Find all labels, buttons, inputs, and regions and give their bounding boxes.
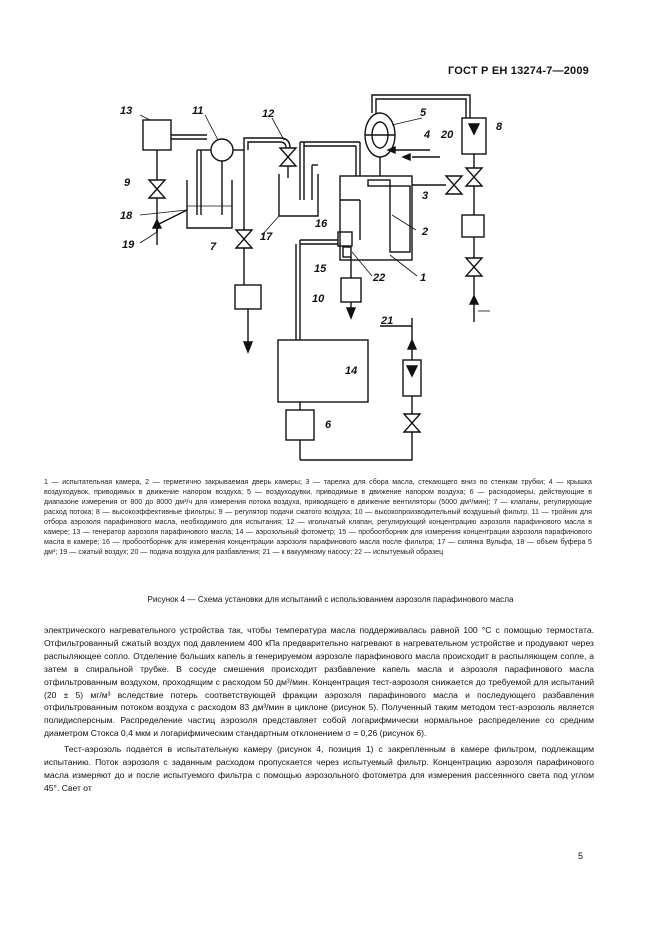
regulator-9-right — [466, 258, 482, 276]
label-8-top: 8 — [496, 121, 503, 133]
chamber-door-2 — [390, 186, 410, 252]
filter-10-left — [235, 285, 261, 309]
buffer-18 — [187, 180, 232, 228]
label-7-left: 7 — [210, 241, 217, 253]
label-11: 11 — [192, 105, 204, 117]
label-1: 1 — [420, 272, 427, 284]
filter-10-right — [341, 278, 361, 302]
needle-valve-12 — [280, 148, 296, 166]
page-number: 5 — [578, 851, 584, 861]
label-21: 21 — [381, 315, 394, 327]
label-16: 16 — [315, 218, 328, 230]
label-22: 22 — [373, 272, 386, 284]
valve-7-right-top — [466, 168, 482, 186]
valve-7-bottom — [404, 414, 420, 432]
generator-13-box — [143, 120, 171, 150]
figure-legend — [44, 477, 592, 557]
label-3: 3 — [422, 190, 429, 202]
label-18: 18 — [120, 210, 133, 222]
figure-caption: Рисунок 4 — Схема установки для испытаний с использованием аэрозоля парафинового масла — [147, 595, 514, 604]
flowmeter-6-bottom — [286, 410, 314, 440]
label-4: 4 — [424, 129, 431, 141]
label-10-right: 10 — [312, 293, 325, 305]
filter-8-mid — [462, 215, 484, 237]
legend-text: 1 — испытательная камера, 2 — герметично закрываемая дверь камеры; 3 — тарелка для сбора масла, стекающего вниз по стенкам трубки; 4 — крышка воздуходувок, приводимых в движение напором воздуха; 5 — воздуходувки, приводимые в движение напором воздуха; 6 — расходомеры, действующие в диапазоне измерения от 800 до 8000 дм³/ч для измерения потока воздуха, приводящего в движение вентиляторы (5000 дм³/мин); 7 — клапаны, регулирующие расход потока; 8 — высокоэффективные фильтры; 9 — регулятор подачи сжатого воздуха; 10 — высокопроизводительный воздушный фильтр, 11 — тройник для отбора аэрозоля парафинового масла, необходимого для испытания; 12 — игольчатый клапан, регулирующий концентрацию аэрозоля парафинового масла в камере; 13 — генератор аэрозоля парафинового масла; 14 — аэрозольный фотометр; 15 — пробоотборник для измерения концентрации аэрозоля парафинового масла в камере; 16 — пробоотборник для измерения концентрации аэрозоля парафинового масла после фильтра; 17 — склянка Вульфа, 18 — объем буфера 5 дм³; 19 — сжатый воздух; 20 — подача воздуха для разбавления; 21 — к вакуумному насосу; 22 — испытуемый образец — [44, 478, 592, 557]
label-2: 2 — [422, 226, 429, 238]
label-5: 5 — [420, 107, 427, 119]
paragraph-1: электрического нагревательного устройства так, чтобы температура масла поддерживалась равной 100 °С с помощью термостата. Отфильтрованный сжатый воздух под давлением 400 кПа предварительно нагревают в нагревательном устройстве и продувают через распыляющее сопло. Отделение больших капель в генерируемом аэрозоле парафинового масла происходит в распыляющем сопле, а затем в спиральной трубке. В сосуде смешения происходит разбавление капель масла и аэрозоля парафинового масла отфильтрованным воздухом, проходящим с расходом 50 дм³/мин. Концентрация тест-аэрозоля снижается до требуемой для испытаний (20 ± 5) мг/м³ вследствие потерь соответствующей фракции аэрозоля парафинового масла и последующего разбавления отфильтрованным потоком воздуха с расходом 83 дм³/мин в циклоне (рисунок 5). Полученный таким методом тест-аэрозоль является полидисперсным. Распределение частиц аэрозоля представляет собой логарифмически нормальное распределение со средним диаметром Стокса 0,4 мкм и логарифмическим стандартным отклонением σ = 0,26 (рисунок 6). — [44, 625, 594, 739]
valve-3-side — [446, 176, 462, 194]
label-6-bottom: 6 — [325, 419, 332, 431]
regulator-9-left — [149, 180, 165, 198]
label-19-left: 19 — [122, 239, 135, 251]
label-20: 20 — [441, 129, 454, 141]
body-text — [44, 624, 594, 795]
tee-11 — [211, 139, 233, 161]
sampler-15 — [343, 247, 351, 257]
label-9-left: 9 — [124, 177, 131, 189]
label-13: 13 — [120, 105, 133, 117]
paragraph-2: Тест-аэрозоль подается в испытательную камеру (рисунок 4, позиция 1) с закрепленным в камере фильтром, подлежащим испытанию. Поток аэрозоля с заданным расходом пропускается через испытуемый фильтр. Концентрацию аэрозоля парафинового масла измеряют до и после испытуемого фильтра с помощью аэрозольного фотометра для измерения рассеянного света под углом 45°. Свет от — [44, 744, 594, 793]
label-12: 12 — [262, 108, 275, 120]
label-17: 17 — [260, 231, 273, 243]
document-header: ГОСТ Р ЕН 13274-7—2009 — [447, 65, 589, 77]
valve-7-left — [236, 230, 252, 248]
label-14: 14 — [345, 365, 358, 377]
oil-tray-3 — [368, 180, 390, 186]
label-15: 15 — [314, 263, 327, 275]
